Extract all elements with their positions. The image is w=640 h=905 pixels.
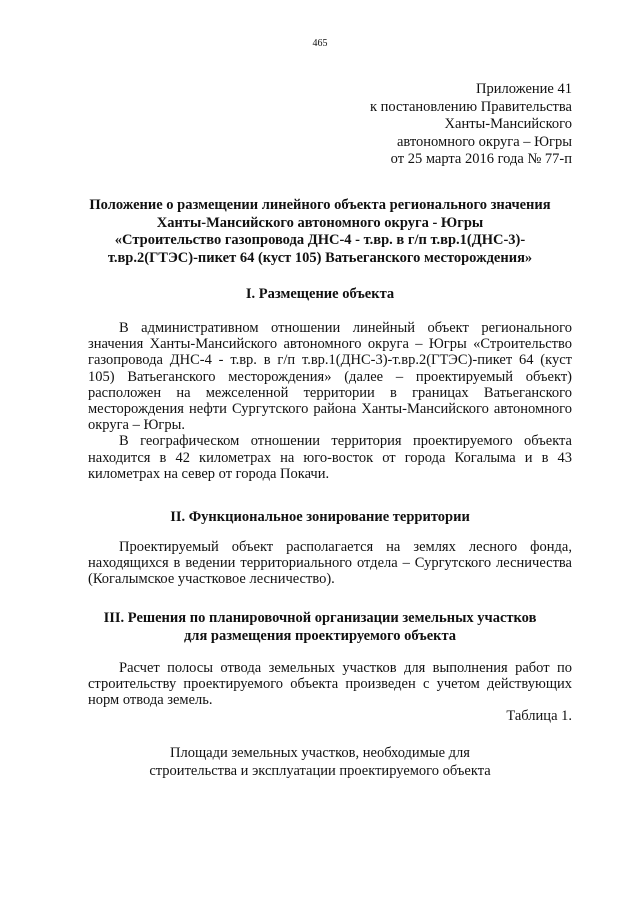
title-line: Положение о размещении линейного объекта регионального значения [89, 197, 551, 213]
section-3-heading [70, 610, 570, 645]
appendix-line: Ханты-Мансийского [444, 116, 572, 132]
appendix-line: автономного округа – Югры [396, 133, 572, 150]
appendix-line: Приложение 41 [476, 81, 572, 97]
paragraph: В административном отношении линейный объект регионального значения Ханты-Мансийского автономного округа – Югры «Строительство газопровода ДНС-4 - т.вр. в г/п т.вр.1(ДНС-3)-т.вр.2(ГТЭС)-пикет 64 (куст 105) Ватьеганского месторождения» (далее – проектируемый объект) расположен на межселенной территории в границах Ватьеганского месторождения нефти Сургутского района Ханты-Мансийского автономного округа – Югры. [88, 320, 572, 434]
appendix-line: от 25 марта 2016 года № 77-п [390, 151, 572, 167]
heading-line: для размещения проектируемого объекта [183, 627, 457, 644]
caption-line: строительства и эксплуатации проектируемого объекта [149, 762, 491, 779]
table-caption [70, 745, 570, 780]
section-2-heading: II. Функциональное зонирование территории [170, 509, 470, 525]
appendix-line: к постановлению Правительства [370, 98, 572, 115]
page-number: 465 [312, 38, 328, 49]
document-title [70, 197, 570, 267]
table-label: Таблица 1. [506, 708, 572, 724]
paragraph: Проектируемый объект располагается на землях лесного фонда, находящихся в ведении территориального отдела – Сургутского лесничества (Когалымское участковое лесничество). [88, 539, 572, 588]
section-1-heading: I. Размещение объекта [245, 286, 395, 302]
section-1-body [88, 320, 572, 482]
heading-line: III. Решения по планировочной организации земельных участков [103, 610, 537, 626]
title-line: т.вр.2(ГТЭС)-пикет 64 (куст 105) Ватьеганского месторождения» [107, 249, 533, 266]
caption-line: Площади земельных участков, необходимые для [170, 745, 470, 761]
appendix-block [370, 81, 572, 169]
paragraph: Расчет полосы отвода земельных участков для выполнения работ по строительству проектируемого объекта произведен с учетом действующих норм отвода земель. [88, 660, 572, 709]
title-line: «Строительство газопровода ДНС-4 - т.вр. в г/п т.вр.1(ДНС-3)- [114, 232, 526, 248]
paragraph: В географическом отношении территория проектируемого объекта находится в 42 километрах на юго-восток от города Когалыма и в 43 километрах на север от города Покачи. [88, 433, 572, 482]
section-3-body [88, 660, 572, 709]
title-line: Ханты-Мансийского автономного округа - Югры [156, 214, 484, 231]
section-2-body [88, 539, 572, 588]
